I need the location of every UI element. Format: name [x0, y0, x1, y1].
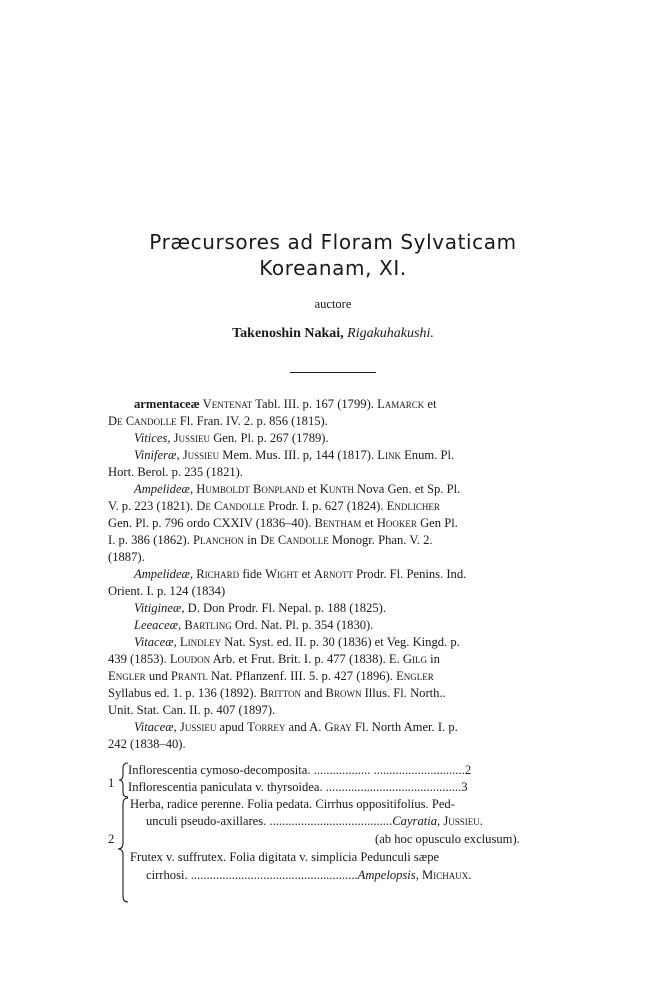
key-1b-target: 3 — [461, 780, 468, 794]
title-divider — [290, 372, 376, 373]
citation-text: D. Don Prodr. Fl. Nepal. p. 188 (1825). — [184, 601, 386, 615]
author-ref: Gray — [324, 720, 352, 734]
author-ref: Ventenat — [199, 397, 253, 411]
body-line-7 — [108, 498, 560, 515]
author-ref: Gilg — [402, 652, 427, 666]
citation-text: et — [304, 482, 320, 496]
body-line-13 — [108, 600, 560, 617]
key-2b-text: cirrhosi. — [146, 868, 188, 882]
author-ref: Arnott — [313, 567, 353, 581]
body-line-3 — [108, 430, 560, 447]
paper-title-line-2: Koreanam, XI. — [259, 256, 407, 280]
citation-text: 439 (1853). — [108, 652, 170, 666]
citation-text: Fl. Fran. IV. 2. p. 856 (1815). — [176, 414, 328, 428]
body-line-5: Hort. Berol. p. 235 (1821). — [108, 465, 244, 479]
body-line-8 — [108, 515, 560, 532]
author-ref: Lindley — [176, 635, 222, 649]
citation-text: Gen Pl. — [416, 516, 458, 530]
synonym-name: Leeaceæ, — [134, 618, 182, 632]
synonym-name: Vitigineæ, — [134, 601, 185, 615]
key-number-2: 2 — [108, 832, 115, 846]
body-line-1 — [108, 396, 560, 413]
citation-text: I. p. 386 (1862). — [108, 533, 193, 547]
citation-text: in — [426, 652, 440, 666]
author-ref: Brown — [325, 686, 362, 700]
author-ref: De Candolle — [260, 533, 329, 547]
author-ref: Jussieu — [176, 720, 217, 734]
paper-title-line-1: Præcursores ad Floram Sylvaticam — [149, 230, 517, 254]
citation-text: Monogr. Phan. V. 2. — [328, 533, 433, 547]
citation-text: Gen. Pl. p. 267 (1789). — [210, 431, 329, 445]
body-line-17 — [108, 668, 560, 685]
citation-text: und — [145, 669, 171, 683]
citation-text: and A. — [285, 720, 325, 734]
author-ref: Wight — [265, 567, 299, 581]
citation-text: Mem. Mus. III. p, 144 (1817). — [219, 448, 378, 462]
leader-dots: ....................................... — [266, 814, 393, 828]
citation-text: and — [301, 686, 326, 700]
author-ref: Richard — [193, 567, 240, 581]
synonym-name: Ampelideæ, — [134, 482, 194, 496]
author-ref: Planchon — [193, 533, 245, 547]
author-ref: Endlicher — [386, 499, 440, 513]
key-2a-text: unculi pseudo-axillares. — [146, 814, 267, 828]
author-ref: Bentham — [314, 516, 362, 530]
author-ref: Michaux. — [418, 868, 472, 882]
key-1b-text: Inflorescentia paniculata v. thyrsoidea. — [128, 780, 323, 794]
genus-cayratia: Cayratia, — [392, 814, 441, 828]
author-ref: Engler — [396, 669, 434, 683]
family-name: armentaceæ — [134, 397, 200, 411]
citation-text: fide — [239, 567, 266, 581]
author-ref: Torrey — [247, 720, 286, 734]
author-ref: Humboldt Bonpland — [193, 482, 305, 496]
key-2b-line-2 — [146, 868, 471, 885]
synonym-name: Ampelideæ, — [134, 567, 194, 581]
key-2a-line-3: (ab hoc opusculo exclusum). — [375, 832, 520, 846]
author-ref: Jussieu — [179, 448, 220, 462]
citation-text: Nat. Pflanzenf. III. 5. p. 427 (1896). — [207, 669, 397, 683]
body-line-18 — [108, 685, 560, 702]
citation-text: Nova Gen. et Sp. Pl. — [353, 482, 461, 496]
synonym-name: Vitices, — [134, 431, 171, 445]
body-line-21: 242 (1838–40). — [108, 737, 186, 751]
author-line — [0, 326, 666, 342]
citation-text: Gen. Pl. p. 796 ordo CXXIV (1836–40). — [108, 516, 315, 530]
auctore-label: auctore — [314, 297, 352, 311]
genus-ampelopsis: Ampelopsis, — [357, 868, 419, 882]
citation-text: Fl. North Amer. I. p. — [351, 720, 458, 734]
author-ref: Jussieu. — [440, 814, 483, 828]
body-line-15 — [108, 634, 560, 651]
citation-text: Enum. Pl. — [400, 448, 455, 462]
citation-text: Nat. Syst. ed. II. p. 30 (1836) et Veg. Kingd. p. — [221, 635, 460, 649]
citation-text: in — [244, 533, 261, 547]
author-name: Takenoshin Nakai, — [232, 326, 344, 341]
citation-text: V. p. 223 (1821). — [108, 499, 197, 513]
citation-text: Tabl. III. p. 167 (1799). — [252, 397, 378, 411]
citation-text: apud — [216, 720, 248, 734]
key-number-1: 1 — [108, 776, 115, 790]
body-line-2 — [108, 413, 560, 430]
leader-dots: .................. ............................. — [310, 763, 465, 777]
body-line-11 — [108, 566, 560, 583]
body-line-10: (1887). — [108, 550, 145, 564]
author-ref: Loudon — [169, 652, 211, 666]
key-1a-line — [128, 763, 471, 780]
key-1b-line — [128, 780, 467, 797]
synonym-name: Viniferæ, — [134, 448, 180, 462]
citation-text: et — [298, 567, 314, 581]
key-2a-line-1: Herba, radice perenne. Folia pedata. Cirrhus oppositifolius. Ped- — [130, 797, 455, 811]
synonym-name: Vitaceæ, — [134, 720, 177, 734]
body-line-6 — [108, 481, 560, 498]
key-2a-line-2 — [146, 814, 483, 831]
key-1a-text: Inflorescentia cymoso-decomposita. — [128, 763, 311, 777]
author-ref: Link — [377, 448, 401, 462]
author-ref: De Candolle — [196, 499, 265, 513]
citation-text: Ord. Nat. Pl. p. 354 (1830). — [231, 618, 374, 632]
body-line-20 — [108, 719, 560, 736]
leader-dots: ........................................... — [322, 780, 462, 794]
citation-text: Prodr. I. p. 627 (1824). — [264, 499, 387, 513]
body-line-9 — [108, 532, 560, 549]
body-line-14 — [108, 617, 560, 634]
author-ref: Lamarck — [377, 397, 425, 411]
citation-text: Illus. Fl. North.. — [361, 686, 446, 700]
synonymy-body — [108, 396, 560, 753]
body-line-16 — [108, 651, 560, 668]
body-line-19: Unit. Stat. Can. II. p. 407 (1897). — [108, 703, 276, 717]
citation-text: Syllabus ed. 1. p. 136 (1892). — [108, 686, 260, 700]
citation-text: Prodr. Fl. Penins. Ind. — [352, 567, 467, 581]
key-1a-target: 2 — [464, 763, 472, 777]
author-degree: Rigakuhakushi. — [347, 326, 434, 341]
body-line-4 — [108, 447, 560, 464]
author-ref: Kunth — [319, 482, 354, 496]
key-2b-line-1: Frutex v. suffrutex. Folia digitata v. simplicia Pedunculi sæpe — [130, 850, 440, 864]
author-ref: Prantl — [170, 669, 208, 683]
author-ref: Britton — [259, 686, 302, 700]
key-2-brace — [116, 797, 130, 903]
body-line-12: Orient. I. p. 124 (1834) — [108, 584, 226, 598]
author-ref: Jussieu — [170, 431, 211, 445]
citation-text: Arb. et Frut. Brit. I. p. 477 (1838). E. — [210, 652, 403, 666]
citation-text: et — [361, 516, 377, 530]
synonym-name: Vitaceæ, — [134, 635, 177, 649]
author-ref: De Candolle — [108, 414, 177, 428]
author-ref: Bartling — [181, 618, 232, 632]
author-ref: Hooker — [376, 516, 417, 530]
leader-dots: ..................................................... — [187, 868, 358, 882]
author-ref: Engler — [108, 669, 146, 683]
citation-text: et — [424, 397, 437, 411]
